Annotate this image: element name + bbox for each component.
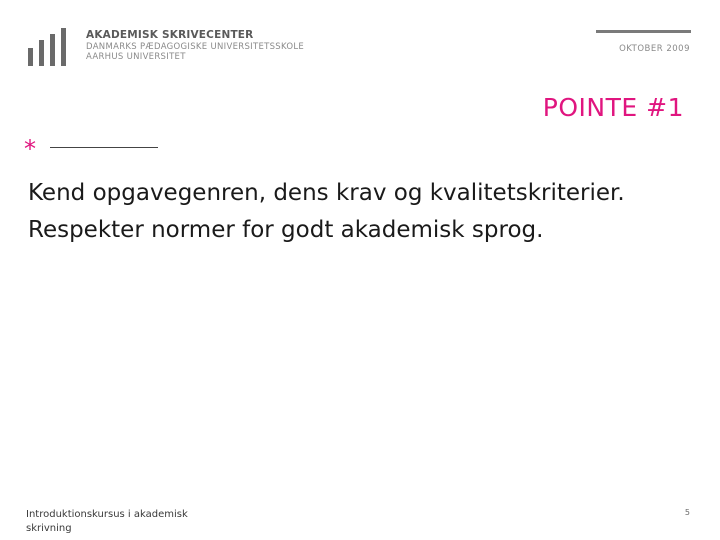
organization-subtitle-1: DANMARKS PÆDAGOGISKE UNIVERSITETSSKOLE: [86, 42, 305, 52]
header-rule: [596, 30, 691, 33]
bullet-rule: [50, 147, 158, 148]
slide-date: OKTOBER 2009: [619, 44, 690, 54]
organization-title: AKADEMISK SKRIVECENTER: [86, 29, 254, 41]
page-number: 5: [684, 508, 690, 517]
slide-title: POINTE #1: [542, 93, 684, 122]
slide-body-text: Kend opgavegenren, dens krav og kvalitetskriterier. Respekter normer for godt akademisk sprog.: [28, 180, 625, 243]
bullet-asterisk: *: [24, 135, 36, 163]
organization-subtitle-2: AARHUS UNIVERSITET: [86, 52, 186, 62]
university-logo-icon: [28, 28, 68, 66]
footer-course-name: Introduktionskursus i akademisk skrivning: [26, 509, 188, 534]
organization-header: [86, 29, 304, 62]
